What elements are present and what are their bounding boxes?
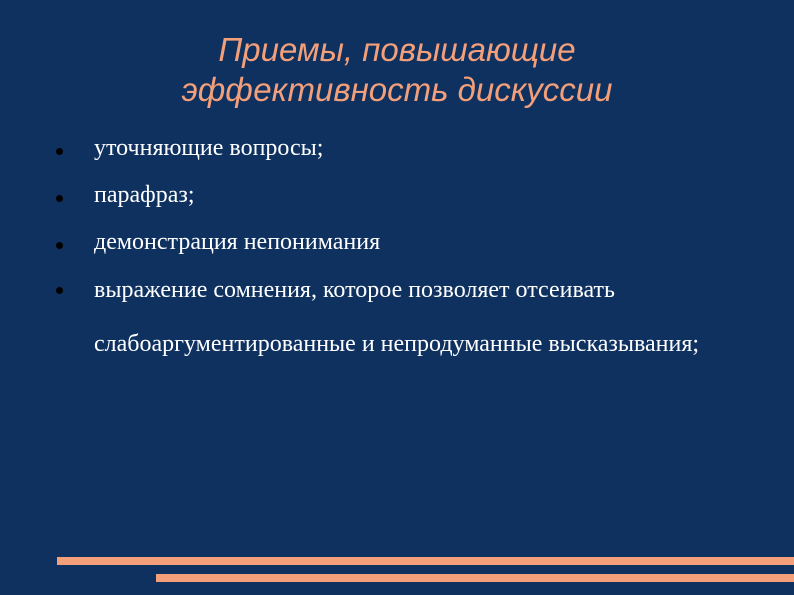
bullet-item — [56, 134, 776, 163]
title-line-2: эффективность дискуссии — [181, 71, 613, 108]
bullet-text: парафраз; — [94, 182, 195, 208]
bullet-item — [56, 263, 776, 371]
title-line-1: Приемы, повышающие — [218, 31, 576, 68]
bullet-dot-icon — [56, 242, 63, 249]
bullet-text: выражение сомнения, которое позволяет отсеивать слабоаргументированные и непродуманные высказывания; — [94, 277, 700, 357]
bullet-dot-icon — [56, 148, 63, 155]
slide-title — [0, 30, 794, 110]
accent-bar-top — [57, 557, 794, 565]
bullet-item — [56, 181, 776, 210]
bullet-text: демонстрация непонимания — [94, 229, 381, 255]
bullet-text: уточняющие вопросы; — [94, 135, 324, 161]
bullet-dot-icon — [56, 287, 63, 294]
bullet-list — [56, 134, 776, 389]
bullet-item — [56, 228, 776, 257]
bullet-dot-icon — [56, 195, 63, 202]
accent-bar-bottom — [156, 574, 794, 582]
